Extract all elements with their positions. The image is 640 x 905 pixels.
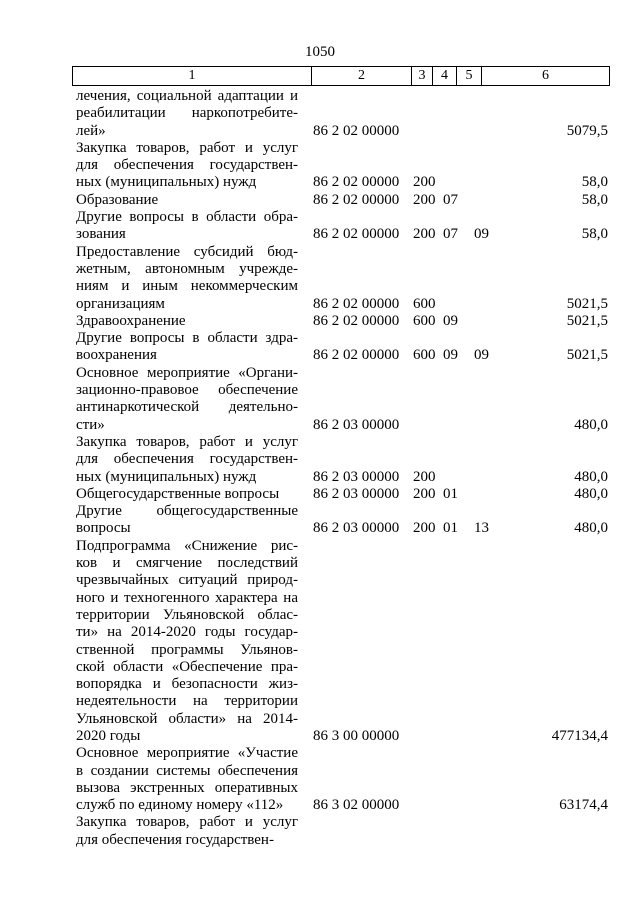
table-row xyxy=(76,434,611,486)
description-line: Другие вопросы в области обра- xyxy=(76,209,298,226)
row-description xyxy=(76,538,298,746)
row-amount: 480,0 xyxy=(574,416,608,433)
description-line: служб по единому номеру «112» xyxy=(76,797,284,814)
description-line: Закупка товаров, работ и услуг xyxy=(76,814,298,831)
description-line: недеятельности на территории xyxy=(76,693,298,710)
description-line: ных (муниципальных) нужд xyxy=(76,468,257,485)
row-col3: 600 xyxy=(413,347,436,364)
table-row xyxy=(76,244,611,313)
row-col3: 200 xyxy=(413,520,436,537)
row-amount: 480,0 xyxy=(574,485,608,502)
description-line: зационно-правовое обеспечение xyxy=(76,382,298,399)
description-line: ных (муниципальных) нужд xyxy=(76,174,257,191)
table-row xyxy=(76,88,611,140)
description-line: Другие общегосударственные xyxy=(76,503,298,520)
description-line: ков и смягчение последствий xyxy=(76,555,298,572)
row-col5: 09 xyxy=(474,226,489,243)
row-amount: 58,0 xyxy=(581,174,608,191)
row-col3: 200 xyxy=(413,226,436,243)
row-code: 86 2 02 00000 xyxy=(313,312,400,329)
description-line: организациям xyxy=(76,295,165,312)
column-header-1: 1 xyxy=(73,67,312,85)
description-line: вопорядка и безопасности жиз- xyxy=(76,676,298,693)
description-line: чрезвычайных ситуаций природ- xyxy=(76,572,298,589)
column-header-3: 3 xyxy=(412,67,433,85)
table-row xyxy=(76,486,611,503)
description-line: для обеспечения государствен- xyxy=(76,157,298,174)
row-amount: 63174,4 xyxy=(559,797,608,814)
description-line: Ульяновской области» на 2014- xyxy=(76,710,298,727)
row-col3: 600 xyxy=(413,312,436,329)
column-header-2: 2 xyxy=(312,67,412,85)
row-code: 86 2 03 00000 xyxy=(313,485,400,502)
row-col3: 600 xyxy=(413,295,436,312)
table-header xyxy=(72,66,610,86)
row-code: 86 2 03 00000 xyxy=(313,468,400,485)
description-line: ниям и иным некоммерческим xyxy=(76,278,298,295)
description-line: для обеспечения государствен- xyxy=(76,451,298,468)
row-amount: 5021,5 xyxy=(566,295,608,312)
description-line: Закупка товаров, работ и услуг xyxy=(76,139,298,156)
row-code: 86 2 02 00000 xyxy=(313,191,400,208)
description-line: Здравоохранение xyxy=(76,312,186,329)
row-amount: 58,0 xyxy=(581,191,608,208)
description-line: Подпрограмма «Снижение рис- xyxy=(76,537,298,554)
description-line: Закупка товаров, работ и услуг xyxy=(76,433,298,450)
description-line: территории Ульяновской облас- xyxy=(76,606,298,623)
table-row xyxy=(76,330,611,365)
row-code: 86 2 03 00000 xyxy=(313,416,400,433)
row-amount: 5021,5 xyxy=(566,312,608,329)
row-amount: 480,0 xyxy=(574,468,608,485)
row-col3: 200 xyxy=(413,174,436,191)
table-row xyxy=(76,538,611,746)
description-line: в создании системы обеспечения xyxy=(76,762,298,779)
description-line: Основное мероприятие «Органи- xyxy=(76,364,298,381)
table-row xyxy=(76,745,611,814)
description-line: Общегосударственные вопросы xyxy=(76,485,280,502)
page-number: 1050 xyxy=(305,44,335,60)
description-line: Другие вопросы в области здра- xyxy=(76,330,298,347)
description-line: ного и техногенного характера на xyxy=(76,589,298,606)
column-header-6: 6 xyxy=(542,68,549,83)
row-col4: 07 xyxy=(443,191,458,208)
row-col4: 01 xyxy=(443,485,458,502)
row-code: 86 2 02 00000 xyxy=(313,174,400,191)
description-line: реабилитации наркопотребите- xyxy=(76,105,298,122)
row-code: 86 2 02 00000 xyxy=(313,347,400,364)
table-row xyxy=(76,313,611,330)
description-line: антинаркотической деятельно- xyxy=(76,399,298,416)
row-code: 86 3 00 00000 xyxy=(313,727,400,744)
row-col3: 200 xyxy=(413,485,436,502)
row-code: 86 2 02 00000 xyxy=(313,295,400,312)
description-line: жетным, автономным учрежде- xyxy=(76,260,298,277)
table-row xyxy=(76,140,611,192)
row-col4: 07 xyxy=(443,226,458,243)
table-body xyxy=(76,88,611,849)
description-line: 2020 годы xyxy=(76,727,141,744)
description-line: ти» на 2014-2020 годы государ- xyxy=(76,624,298,641)
row-col5: 09 xyxy=(474,347,489,364)
row-col4: 01 xyxy=(443,520,458,537)
description-line: лечения, социальной адаптации и xyxy=(76,88,298,104)
description-line: ственной программы Ульянов- xyxy=(76,641,298,658)
row-col3: 200 xyxy=(413,468,436,485)
description-line: Предоставление субсидий бюд- xyxy=(76,243,298,260)
table-row xyxy=(76,814,611,849)
column-header-4: 4 xyxy=(433,67,457,85)
row-col4: 09 xyxy=(443,347,458,364)
row-code: 86 3 02 00000 xyxy=(313,797,400,814)
table-row xyxy=(76,503,611,538)
row-code: 86 2 03 00000 xyxy=(313,520,400,537)
row-amount: 5021,5 xyxy=(566,347,608,364)
row-col3: 200 xyxy=(413,191,436,208)
description-line: Основное мероприятие «Участие xyxy=(76,745,298,762)
row-amount: 5079,5 xyxy=(566,122,608,139)
description-line: для обеспечения государствен- xyxy=(76,831,274,848)
description-line: Образование xyxy=(76,191,159,208)
row-amount: 480,0 xyxy=(574,520,608,537)
description-line: вызова экстренных оперативных xyxy=(76,779,298,796)
row-amount: 58,0 xyxy=(581,226,608,243)
row-col5: 13 xyxy=(474,520,489,537)
table-row xyxy=(76,209,611,244)
description-line: лей» xyxy=(76,122,106,139)
row-amount: 477134,4 xyxy=(551,727,608,744)
column-header-5: 5 xyxy=(457,67,482,85)
description-line: ской области «Обеспечение пра- xyxy=(76,658,298,675)
description-line: зования xyxy=(76,226,126,243)
table-row xyxy=(76,192,611,209)
table-row xyxy=(76,365,611,434)
description-line: воохранения xyxy=(76,347,157,364)
description-line: сти» xyxy=(76,416,105,433)
description-line: вопросы xyxy=(76,520,131,537)
row-code: 86 2 02 00000 xyxy=(313,122,400,139)
row-code: 86 2 02 00000 xyxy=(313,226,400,243)
row-col4: 09 xyxy=(443,312,458,329)
